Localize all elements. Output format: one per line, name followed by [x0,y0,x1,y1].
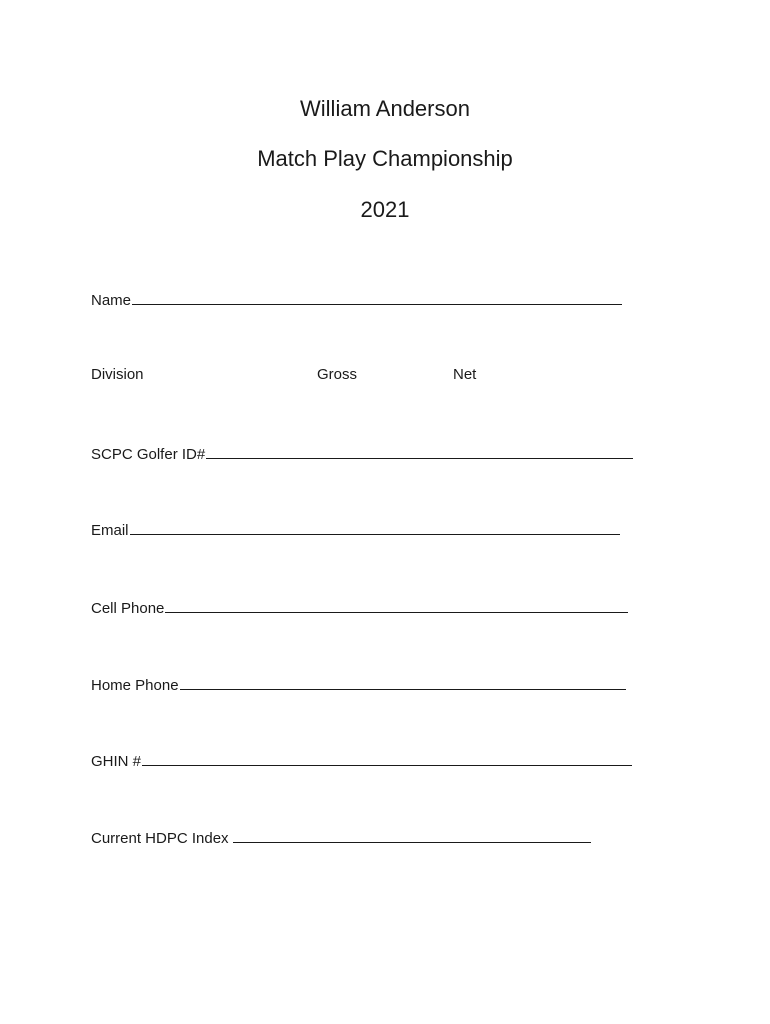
home-phone-label: Home Phone [91,677,179,694]
home-phone-field[interactable] [180,673,626,690]
gross-label: Gross [317,366,358,383]
title-name: William Anderson [300,96,470,121]
email-field[interactable] [130,518,620,535]
hdpc-index-field[interactable] [233,826,591,843]
cell-phone-row [91,596,628,619]
ghin-row [91,749,632,772]
net-label: Net [453,366,477,383]
golfer-id-label: SCPC Golfer ID# [91,446,206,463]
golfer-id-field[interactable] [206,442,633,459]
golfer-id-row [91,442,633,465]
title-event: Match Play Championship [257,146,513,171]
ghin-field[interactable] [142,749,632,766]
email-row [91,518,620,541]
cell-phone-label: Cell Phone [91,600,165,617]
cell-phone-field[interactable] [165,596,628,613]
hdpc-index-label: Current HDPC Index [91,830,229,847]
name-row [91,288,622,311]
email-label: Email [91,522,129,539]
name-label: Name [91,292,132,309]
hdpc-index-row [91,826,591,849]
name-field[interactable] [132,288,622,305]
ghin-label: GHIN # [91,753,142,770]
title-year: 2021 [360,197,410,222]
home-phone-row [91,673,626,696]
division-label: Division [91,366,144,383]
